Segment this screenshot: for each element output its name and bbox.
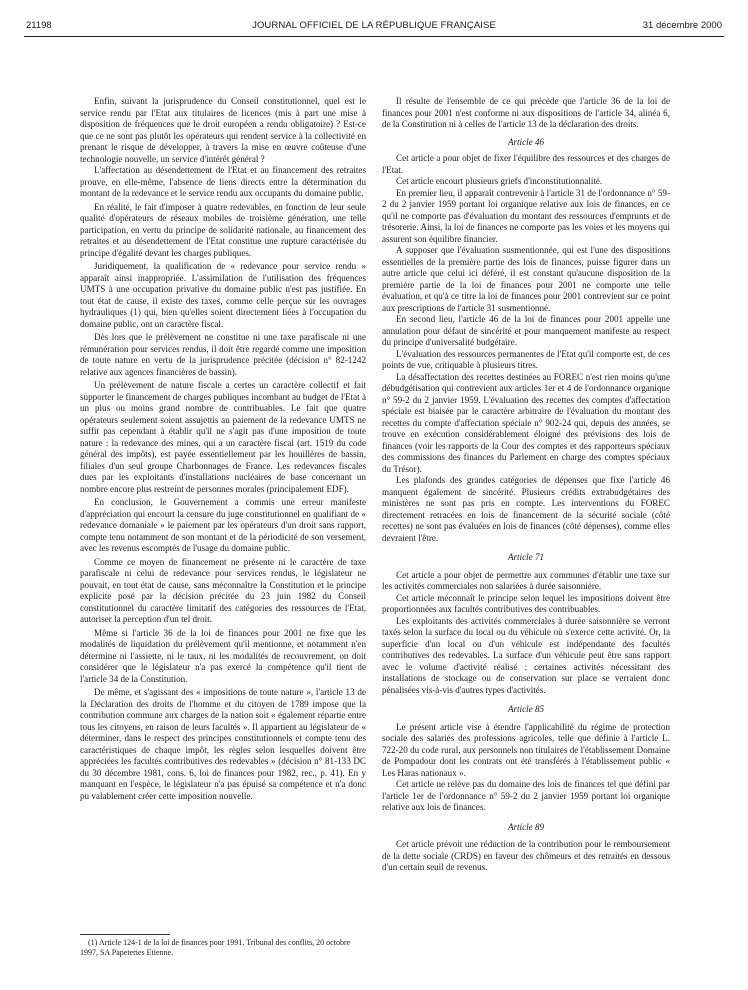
page-header — [26, 20, 722, 34]
footnote — [80, 938, 366, 958]
paragraph: Cet article a pour objet de permettre aux communes d'établir une taxe sur les activités commerciales non salariées à durée saisonnière. — [382, 569, 670, 591]
paragraph: Le présent article vise à étendre l'applicabilité du régime de protection sociale des salariés des professions agricoles, telle que définie à l'article L. 722-20 du code rural, aux personnels non titulaires de l'établissement Domaine de Pompadour dont les contrats ont été transférés à l'établissement public « Les Haras nationaux ». — [382, 721, 670, 778]
paragraph: Cet article prévoit une réduction de la contribution pour le remboursement de la dette sociale (CRDS) en faveur des chômeurs et des retraités en dessous d'un certain seuil de revenus. — [382, 839, 670, 872]
right-column — [382, 96, 670, 874]
header-rule — [24, 36, 724, 37]
paragraph: Comme ce moyen de financement ne présente ni le caractère de taxe parafiscale ni celui de redevance pour services rendus, le législateur ne pouvait, en tout état de cause, sans méconnaître la Constitution et le principe explicite posé par la décision précitée du 23 juin 1982 du Conseil constitutionnel du caractère limitatif des catégories des ressources de l'Etat, autoriser la perception d'un tel droit. — [80, 556, 366, 624]
page-number: 21198 — [26, 20, 52, 31]
paragraph: Juridiquement, la qualification de « redevance pour service rendu » apparaît ainsi inappropriée. L'assimilation de l'utilisation des fréquences UMTS à une occupation privative du domaine public n'est pas justifiée. En tout état de cause, il existe des taxes, comme celle perçue sur les ouvrages hydrauliques (1) qui, bien qu'elles soient directement liées à l'occupation du domaine public, ont un caractère fiscal. — [80, 261, 366, 329]
paragraph: En second lieu, l'article 46 de la loi de finances pour 2001 appelle une annulation pour défaut de sincérité et pour manquement manifeste au respect du principe d'universalité budgétaire. — [382, 314, 670, 347]
paragraph: Même si l'article 36 de la loi de finances pour 2001 ne fixe que les modalités de liquidation du prélèvement qu'il mentionne, et notamment n'en détermine ni l'assiette, ni le taux, ni les modalités de recouvrement, on doit considérer que le législateur n'a pas exercé la compétence qu'il tient de l'article 34 de la Constitution. — [80, 627, 366, 684]
article-46-heading: Article 46 — [507, 136, 545, 147]
paragraph: Il résulte de l'ensemble de ce qui précède que l'article 36 de la loi de finances pour 2001 n'est conforme ni aux dispositions de l'article 34, alinéa 6, de la Constitution ni à celles de l'article 13 de la déclaration des droits. — [382, 96, 670, 129]
paragraph: Un prélèvement de nature fiscale a certes un caractère collectif et fait supporter le financement de charges publiques incombant au budget de l'Etat à un plus ou moins grand nombre de contribuables. Le fait que quatre opérateurs seulement soient assujettis au paiement de la redevance UMTS ne suffit pas cependant à établir qu'il ne s'agit pas d'une imposition de toute nature : la redevance des mines, qui a un caractère fiscal (art. 1519 du code général des impôts), est payée essentiellement par les houillères de bassin, filiales d'un seul groupe Charbonnages de France. Les redevances fiscales dues par les exploitants d'installations nucléaires de base concernant un nombre encore plus restreint de personnes morales (principalement EDF). — [80, 380, 366, 494]
paragraph: Les exploitants des activités commerciales à durée saisonnière se verront taxés selon la surface du local ou du véhicule où s'exerce cette activité. Or, la superficie d'un local ou d'un véhicule est indépendante des facultés contributives des redevables. La surface d'un véhicule peut être sans rapport avec le volume d'activité réalisé : certaines activités nécessitant des installations de stockage ou de conservation sur place se verraient donc pénalisées vis-à-vis d'autres types d'activités. — [382, 615, 670, 695]
issue-date: 31 décembre 2000 — [642, 20, 722, 31]
paragraph: L'affectation au désendettement de l'Etat et au financement des retraites prouve, en elle-même, l'absence de liens directs entre la détermination du montant de la redevance et le service rendu aux occupants du domaine public. — [80, 165, 366, 198]
paragraph: Cet article a pour objet de fixer l'équilibre des ressources et des charges de l'Etat. — [382, 153, 670, 175]
paragraph: De même, et s'agissant des « impositions de toute nature », l'article 13 de la Déclaration des droits de l'homme et du citoyen de 1789 impose que la contribution commune aux charges de la nation soit « également répartie entre tous les citoyens, en raison de leurs facultés ». Il appartient au législateur de « déterminer, dans le respect des principes constitutionnels et compte tenu des caractéristiques de chaque impôt, les règles selon lesquelles doivent être appréciées les facultés contributives des redevables » (décision n° 81-133 DC du 30 décembre 1981, cons. 6, loi de finances pour 1982, rec., p. 41). En y manquant en l'espèce, le législateur n'a pas épuisé sa compétence et n'a donc pu valablement créer cette imposition nouvelle. — [80, 687, 366, 801]
left-column — [80, 96, 366, 802]
paragraph: Les plafonds des grandes catégories de dépenses que fixe l'article 46 manquent également de sincérité. Plusieurs crédits extrabudgétaires des ministères ne sont pas pris en compte. Les interventions du FOREC directement retracées en lois de financement de la sécurité sociale (côté recettes) ne sont pas évaluées en lois de finances (côté dépenses), comme elles devraient l'être. — [382, 475, 670, 543]
paragraph: Dès lors que le prélèvement ne constitue ni une taxe parafiscale ni une rémunération pour services rendus, il doit être regardé comme une imposition de toute nature en vertu de la jurisprudence précitée (décision n° 82-1242 relative aux agences financières de bassin). — [80, 332, 366, 377]
paragraph: Cet article méconnaît le principe selon lequel les impositions doivent être proportionnées aux facultés contributives des contribuables. — [382, 592, 670, 614]
footnote-rule — [80, 934, 170, 935]
article-89-heading: Article 89 — [507, 821, 545, 832]
article-71-heading: Article 71 — [507, 552, 545, 562]
paragraph: L'évaluation des ressources permanentes de l'Etat qu'il comporte est, de ces points de vue, critiquable à plusieurs titres. — [382, 348, 670, 370]
footnote-text: (1) Article 124-1 de la loi de finances pour 1991. Tribunal des conflits, 20 octobre 1997, SA Papeteries Etienne. — [80, 938, 351, 957]
article-85-heading: Article 85 — [507, 704, 545, 714]
journal-title: JOURNAL OFFICIEL DE LA RÉPUBLIQUE FRANÇAISE — [252, 20, 496, 31]
paragraph: Enfin, suivant la jurisprudence du Conseil constitutionnel, quel est le service rendu par l'Etat aux titulaires de licences (mis à part une mise à disposition de fréquences que le droit européen a rendu obligatoire) ? Est-ce que ce ne sont pas plutôt les opérateurs qui rendent service à la collectivité en prenant le risque de développer, à travers la mise en œuvre coûteuse d'une technologie nouvelle, un service d'intérêt général ? — [80, 96, 366, 164]
paragraph: A supposer que l'évaluation susmentionnée, qui est l'une des dispositions essentielles de la première partie des lois de finances, puisse figurer dans un autre article que celui ici déféré, il est constant qu'aucune disposition de la première partie de la loi de finances pour 2001 ne comporte une telle évaluation, et qu'à ce titre la loi de finances pour 2001 contrevient sur ce point aux prescriptions de l'article 31 susmentionné. — [382, 245, 670, 313]
paragraph: En premier lieu, il apparaît contrevenir à l'article 31 de l'ordonnance n° 59-2 du 2 janvier 1959 portant loi organique relative aux lois de finances, en ce qu'il ne comporte pas d'évaluation du montant des ressources d'emprunts et de trésorerie. Ainsi, la loi de finances ne comporte pas les voies et les moyens qui assurent son équilibre financier. — [382, 187, 670, 244]
paragraph: En réalité, le fait d'imposer à quatre redevables, en fonction de leur seule qualité d'opérateurs de réseaux mobiles de troisième génération, une telle participation, en vertu du principe de solidarité nationale, au financement des retraites et au désendettement de l'Etat constitue une rupture caractérisée du principe d'égalité devant les charges publiques. — [80, 201, 366, 258]
paragraph: La désaffectation des recettes destinées au FOREC n'est rien moins qu'une débudgétisation qui contrevient aux articles 1er et 4 de l'ordonnance organique n° 59-2 du 2 janvier 1959. L'évaluation des recettes des comptes d'affectation spéciale est biaisée par le caractère arbitraire de l'évaluation du montant des recettes du compte d'affectation spéciale n° 902-24 qui, depuis des années, se trouve en exécution considérablement éloigné des prévisions des lois de finances (voir les rapports de la Cour des comptes et des rapporteurs spéciaux des commissions des finances du Parlement en charge des comptes spéciaux du Trésor). — [382, 371, 670, 474]
paragraph: Cet article ne relève pas du domaine des lois de finances tel que défini par l'article 1er de l'ordonnance n° 59-2 du 2 janvier 1959 portant loi organique relative aux lois de finances. — [382, 779, 670, 812]
paragraph: En conclusion, le Gouvernement a commis une erreur manifeste d'appréciation qui encourt la censure du juge constitutionnel en qualifiant de « redevance domaniale » le paiement par les opérateurs d'un droit sans rapport, compte tenu notamment de son montant et de la périodicité de son versement, avec les revenus escomptés de l'usage du domaine public. — [80, 497, 366, 553]
paragraph: Cet article encourt plusieurs griefs d'inconstitutionnalité. — [396, 176, 603, 186]
